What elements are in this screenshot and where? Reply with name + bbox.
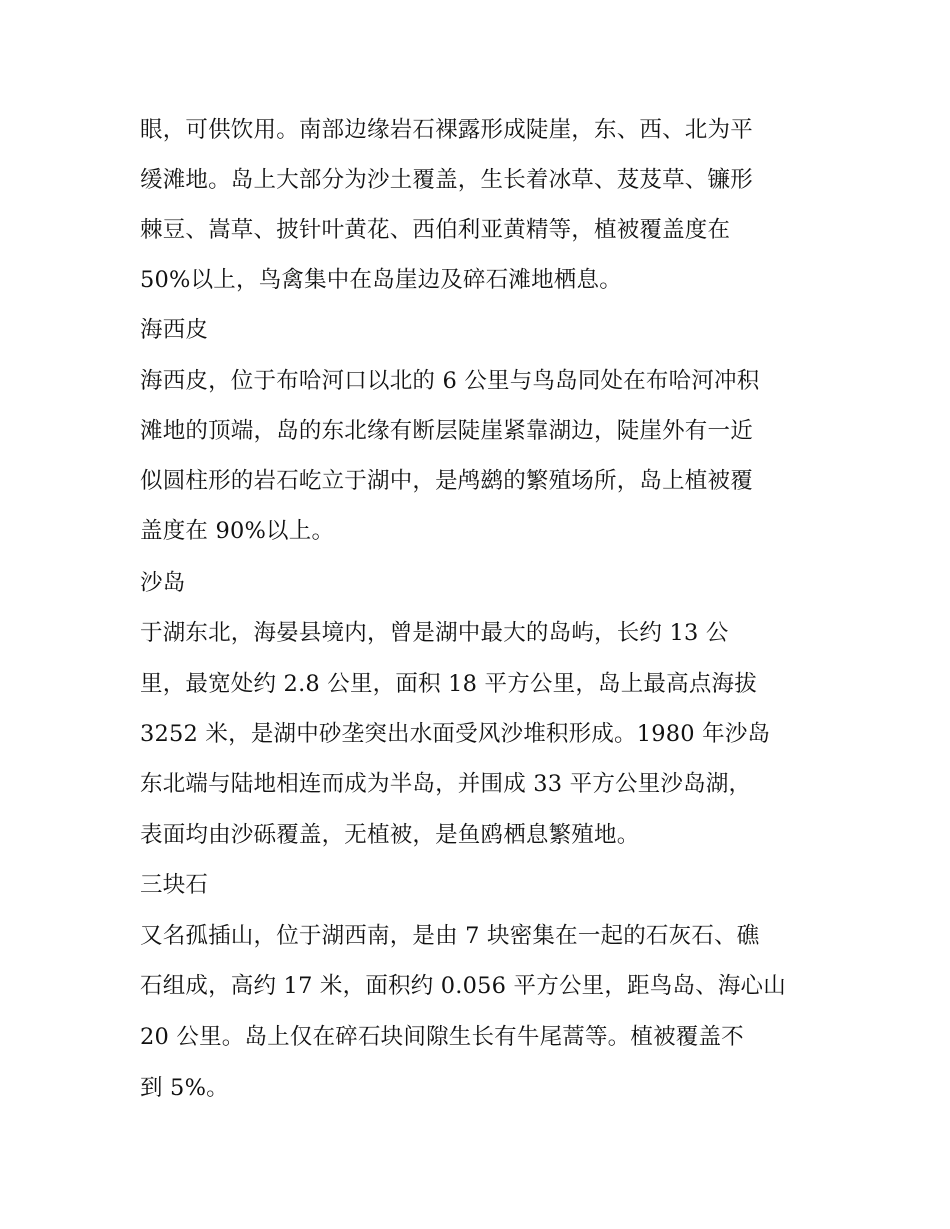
paragraph-line: 到 5%。 — [140, 1075, 229, 1101]
paragraph-line: 眼，可供饮用。南部边缘岩石裸露形成陡崖，东、西、北为平 — [140, 117, 753, 143]
paragraph-line: 似圆柱形的岩石屹立于湖中，是鸬鹚的繁殖场所，岛上植被覆 — [140, 468, 753, 494]
paragraph-line: 东北端与陆地相连而成为半岛，并围成 33 平方公里沙岛湖， — [140, 771, 752, 797]
paragraph-line: 又名孤插山，位于湖西南，是由 7 块密集在一起的石灰石、礁 — [140, 923, 760, 949]
paragraph-line: 棘豆、嵩草、披针叶黄花、西伯利亚黄精等，植被覆盖度在 — [140, 217, 731, 243]
paragraph-line: 盖度在 90%以上。 — [140, 518, 335, 544]
section-heading: 沙岛 — [140, 570, 186, 596]
paragraph-line: 里，最宽处约 2.8 公里，面积 18 平方公里，岛上最高点海拔 — [140, 671, 757, 697]
paragraph-line: 石组成，高约 17 米，面积约 0.056 平方公里，距鸟岛、海心山 — [140, 973, 786, 999]
paragraph-line: 50%以上，鸟禽集中在岛崖边及碎石滩地栖息。 — [140, 267, 622, 293]
paragraph-line: 缓滩地。岛上大部分为沙土覆盖，生长着冰草、芨芨草、镰形 — [140, 167, 753, 193]
section-heading: 海西皮 — [140, 317, 209, 343]
paragraph-line: 海西皮，位于布哈河口以北的 6 公里与鸟岛同处在布哈河冲积 — [140, 368, 760, 394]
paragraph-line: 3252 米，是湖中砂垄突出水面受风沙堆积形成。1980 年沙岛 — [140, 721, 771, 747]
paragraph-line: 20 公里。岛上仅在碎石块间隙生长有牛尾蒿等。植被覆盖不 — [140, 1024, 744, 1050]
paragraph-line: 滩地的顶端，岛的东北缘有断层陡崖紧靠湖边，陡崖外有一近 — [140, 418, 753, 444]
paragraph-line: 于湖东北，海晏县境内，曾是湖中最大的岛屿，长约 13 公 — [140, 620, 729, 646]
paragraph-line: 表面均由沙砾覆盖，无植被，是鱼鸥栖息繁殖地。 — [140, 822, 640, 848]
section-heading: 三块石 — [140, 872, 209, 898]
